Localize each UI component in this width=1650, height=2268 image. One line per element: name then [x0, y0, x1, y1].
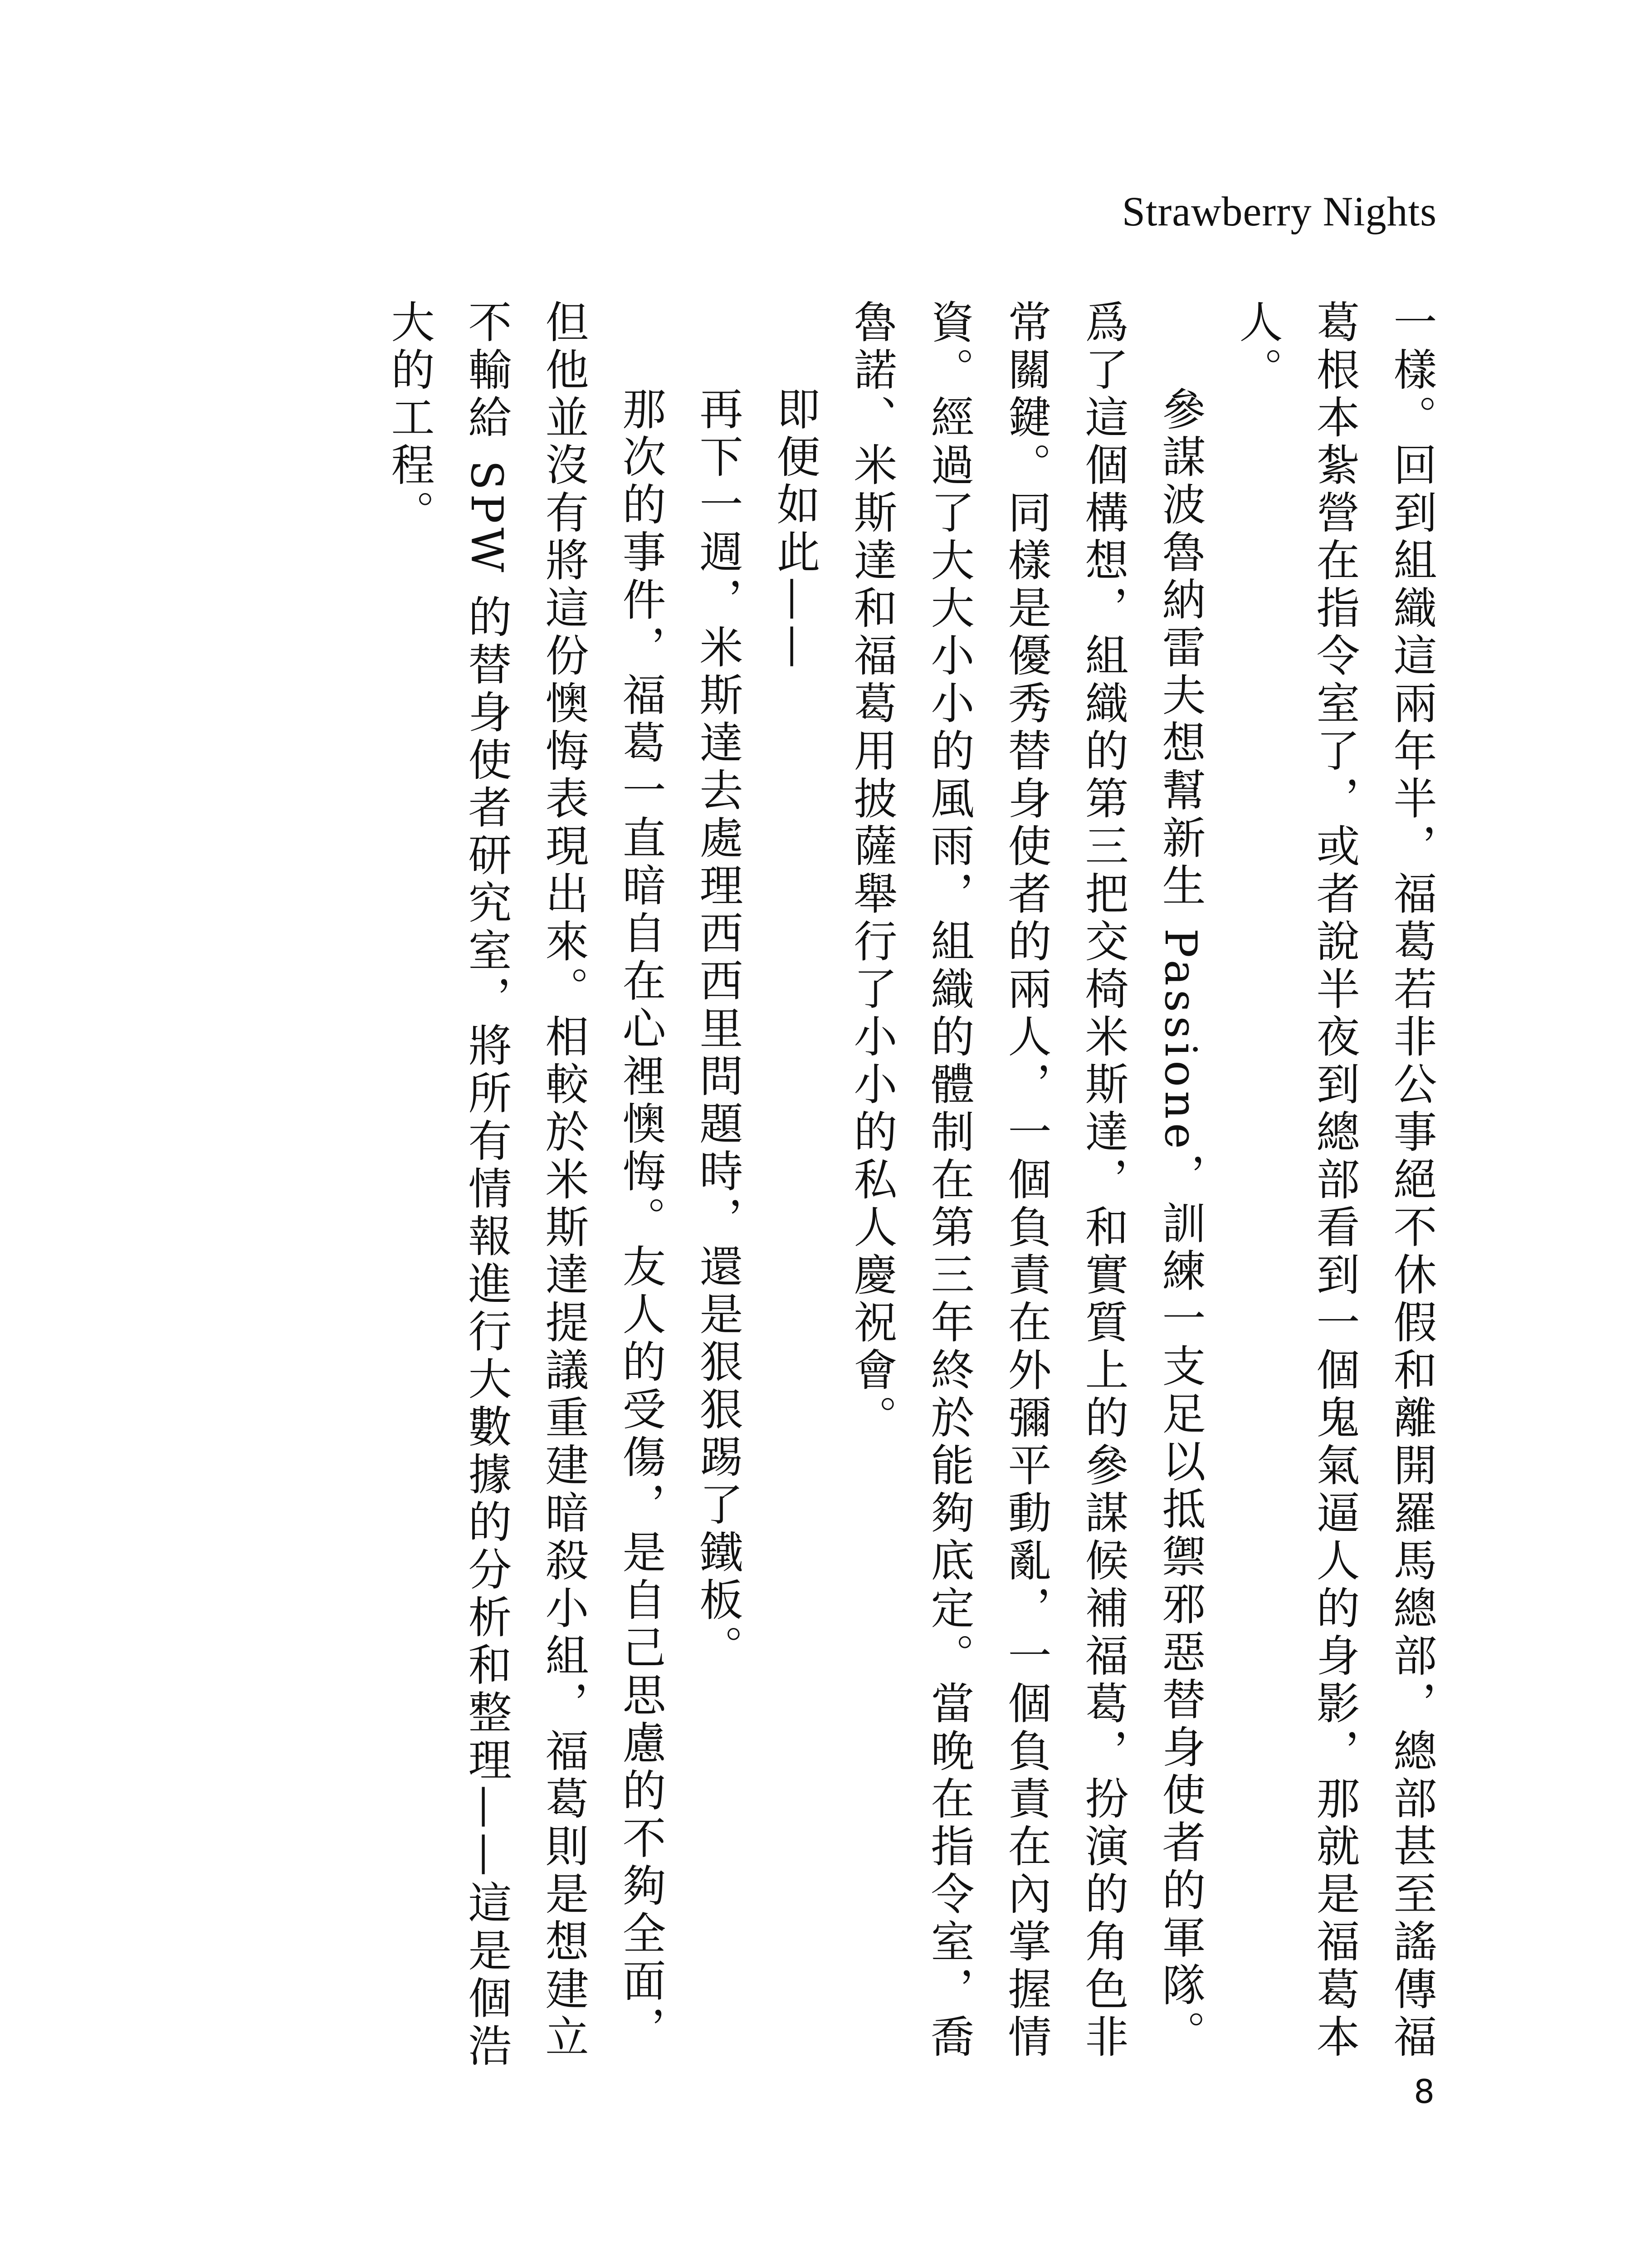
paragraph: 參謀波魯納雷夫想幫新生 Passione，訓練一支足以抵禦邪惡替身使者的軍隊。爲了這個構想，組織的第三把交椅米斯達，和實質上的參謀候補福葛，扮演的角色非常關鍵。同樣是優秀替身使者的兩人，一個負責在外彌平動亂，一個負責在內掌握情資。經過了大大小小的風雨，組織的體制在第三年終於能夠底定。當晚在指令室，喬魯諾、米斯達和福葛用披薩舉行了小小的私人慶祝會。 [847, 299, 1206, 2062]
paragraph: 那次的事件，福葛一直暗自在心裡懊悔。友人的受傷，是自己思慮的不夠全面，但他並沒有將這份懊悔表現出來。相較於米斯達提議重建暗殺小組，福葛則是想建立不輸給 SPW 的替身使者研究室，將所有情報進行大數據的分析和整理——這是個浩大的工程。 [384, 299, 666, 2071]
paragraph: 即便如此—— [770, 386, 820, 672]
paragraph-continued: 一樣。回到組織這兩年半，福葛若非公事絕不休假和離開羅馬總部，總部甚至謠傳福葛根本紮營在指令室了，或者說半夜到總部看到一個鬼氣逼人的身影，那就是福葛本人。 [1232, 299, 1437, 2062]
vertical-text-body [371, 299, 1450, 2091]
page-number: 8 [1414, 2072, 1435, 2111]
paragraph: 再下一週，米斯達去處理西西里問題時，還是狠狠踢了鐵板。 [693, 386, 743, 1672]
running-title: Strawberry Nights [1122, 188, 1437, 235]
